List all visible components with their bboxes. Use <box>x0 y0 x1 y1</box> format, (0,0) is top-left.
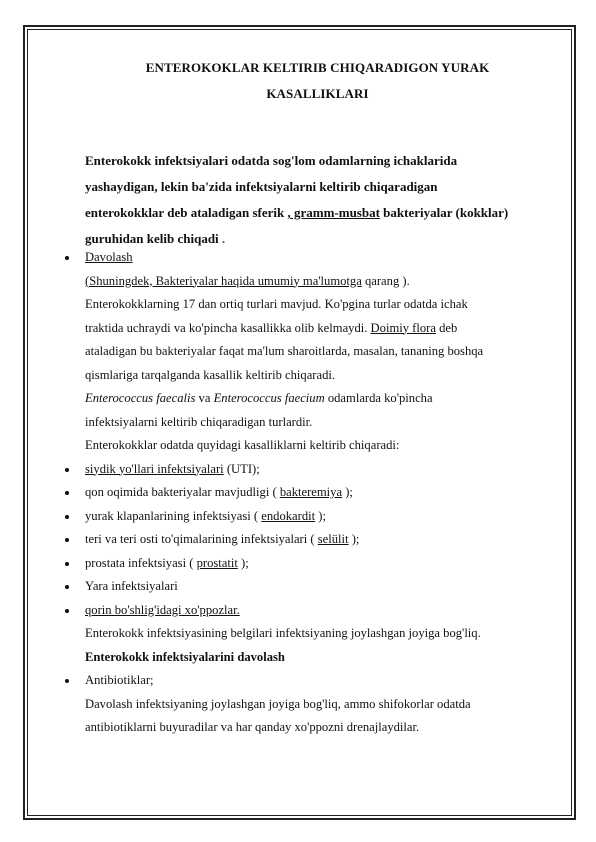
paragraph-line: qismlariga tarqalganda kasallik keltirib chiqaradi. <box>85 367 336 382</box>
title-line-1: ENTEROKOKLAR KELTIRIB CHIQARADIGON YURAK <box>145 60 490 75</box>
disease-link[interactable]: selülit <box>317 532 349 546</box>
disease-link[interactable]: bakteremiya <box>279 485 343 499</box>
document-title <box>90 55 545 107</box>
list-item-disease <box>85 599 555 623</box>
species-name: Enterococcus faecium <box>213 391 325 405</box>
paragraph-line: infektsiyalarni keltirib chiqaradigan turlardir. <box>85 414 313 429</box>
paragraph-line: ataladigan bu bakteriyalar faqat ma'lum sharoitlarda, masalan, tananing boshqa <box>85 344 484 358</box>
list-item-disease <box>85 481 555 505</box>
list-item-disease <box>85 575 555 599</box>
disease-text: prostata infektsiyasi ( <box>85 555 197 570</box>
paragraph-text: va <box>195 391 214 405</box>
gram-positive-link[interactable]: , gramm-musbat <box>287 205 380 220</box>
title-line-2: KASALLIKLARI <box>266 86 369 101</box>
paragraph-line <box>85 387 555 411</box>
disease-text: ); <box>315 508 326 523</box>
davolash-link[interactable]: Davolash <box>85 250 133 264</box>
paragraph-text: deb <box>435 320 458 335</box>
disease-text: Yara infektsiyalari <box>85 579 178 593</box>
list-item-antibiotics: Antibiotiklar; <box>85 669 555 693</box>
normal-flora-link[interactable]: Doimiy flora <box>370 320 436 335</box>
disease-text: (UTI); <box>223 461 260 476</box>
intro-text: enterokokklar deb ataladigan sferik <box>85 205 288 220</box>
paragraph-line: Enterokokklar odatda quyidagi kasalliklarni keltirib chiqaradi: <box>85 438 400 452</box>
species-name: Enterococcus faecalis <box>85 391 196 405</box>
disease-text: qon oqimida bakteriyalar mavjudligi ( <box>85 485 280 499</box>
bacteria-overview-link[interactable]: (Shuningdek, Bakteriyalar haqida umumiy ma'lumotga <box>85 273 362 288</box>
intro-line-3 <box>85 200 555 226</box>
list-item-disease <box>85 528 555 552</box>
final-line: Davolash infektsiyaning joylashgan joyiga bog'liq, ammo shifokorlar odatda <box>85 696 471 711</box>
disease-link[interactable]: qorin bo'shlig'idagi xo'ppozlar. <box>85 602 240 617</box>
list-item-disease <box>85 458 555 482</box>
intro-paragraph <box>85 148 555 252</box>
paragraph-text: odamlarda ko'pincha <box>324 391 433 405</box>
intro-line-1: Enterokokk infektsiyalari odatda sog'lom odamlarning ichaklarida <box>85 153 458 168</box>
intro-text: guruhidan kelib chiqadi <box>85 231 222 246</box>
list-item-disease <box>85 552 555 576</box>
intro-text: bakteriyalar (kokklar) <box>379 205 509 220</box>
paragraph-text: qarang ). <box>361 273 410 288</box>
paragraph-line: Enterokokklarning 17 dan ortiq turlari mavjud. Ko'pgina turlar odatda ichak <box>85 297 468 311</box>
intro-line-2: yashaydigan, lekin ba'zida infektsiyalarni keltirib chiqaradigan <box>85 179 438 194</box>
disease-text: ); <box>237 555 249 570</box>
disease-text: ); <box>348 532 360 546</box>
signs-line: Enterokokk infektsiyasining belgilari infektsiyaning joylashgan joyiga bog'liq. <box>85 626 481 640</box>
disease-link[interactable]: prostatit <box>196 555 238 570</box>
final-line: antibiotiklarni buyuradilar va har qanday xo'ppozni drenajlaydilar. <box>85 720 420 734</box>
document-body <box>85 246 555 740</box>
disease-text: yurak klapanlarining infektsiyasi ( <box>85 508 262 523</box>
list-item-davolash <box>85 246 555 270</box>
paragraph-text: traktida uchraydi va ko'pincha kasallikka olib kelmaydi. <box>85 320 371 335</box>
list-item-disease <box>85 505 555 529</box>
treatment-heading: Enterokokk infektsiyalarini davolash <box>85 649 285 664</box>
disease-link[interactable]: siydik yo'llari infektsiyalari <box>85 461 224 476</box>
paragraph-line <box>85 270 555 294</box>
disease-text: ); <box>342 485 353 499</box>
disease-text: teri va teri osti to'qimalarining infektsiyalari ( <box>85 532 318 546</box>
disease-link[interactable]: endokardit <box>261 508 316 523</box>
intro-dot: . <box>221 231 226 246</box>
paragraph-line <box>85 317 555 341</box>
